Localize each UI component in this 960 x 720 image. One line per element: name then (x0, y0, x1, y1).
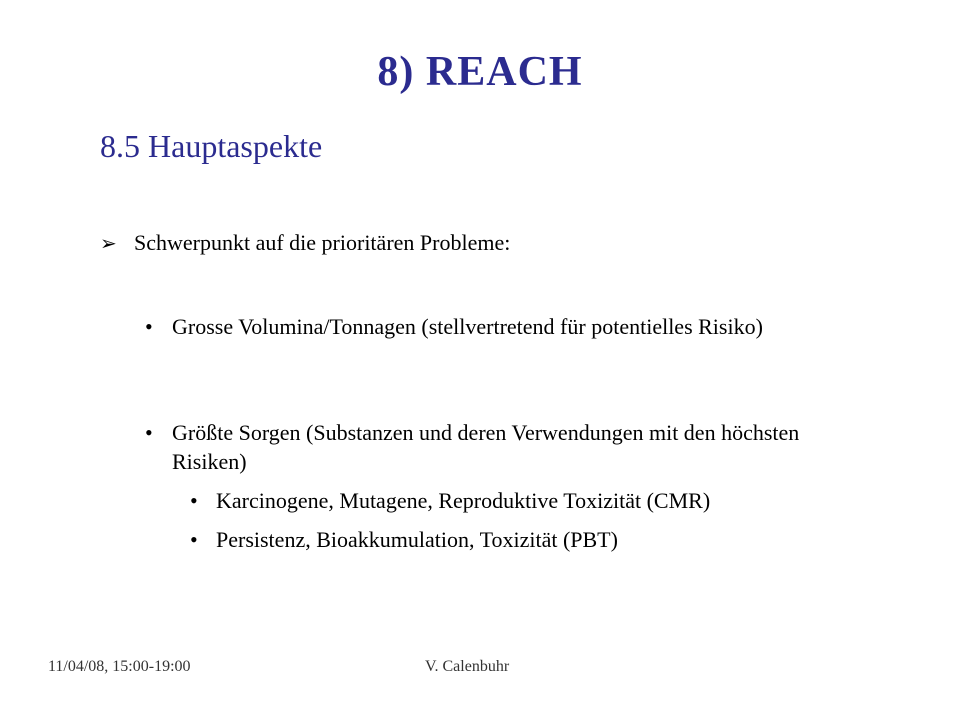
footer-author: V. Calenbuhr (425, 658, 510, 675)
footer-date: 11/04/08, 15:00-19:00 (48, 658, 191, 675)
dot-bullet-icon: • (190, 488, 198, 513)
subpoint-text: Karcinogene, Mutagene, Reproduktive Toxizität (CMR) (216, 488, 711, 513)
subpoint-item (190, 525, 890, 554)
subpoint-item (190, 486, 890, 515)
slide-subtitle: 8.5 Hauptaspekte (100, 128, 323, 164)
main-point (100, 230, 510, 256)
point-text: Größte Sorgen (Substanzen und deren Verwendungen mit den höchsten Risiken) (172, 420, 800, 474)
dot-bullet-icon: • (145, 420, 153, 445)
subpoint-text: Persistenz, Bioakkumulation, Toxizität (PBT) (216, 527, 618, 552)
point-text: Grosse Volumina/Tonnagen (stellvertretend für potentielles Risiko) (172, 314, 763, 339)
slide-title: 8) REACH (377, 49, 583, 95)
dot-bullet-icon: • (190, 527, 198, 552)
point-item (145, 312, 865, 341)
point-item (145, 418, 865, 476)
dot-bullet-icon: • (145, 314, 153, 339)
main-point-text: Schwerpunkt auf die prioritären Probleme: (134, 230, 511, 255)
arrow-bullet-icon: ➢ (100, 233, 117, 255)
